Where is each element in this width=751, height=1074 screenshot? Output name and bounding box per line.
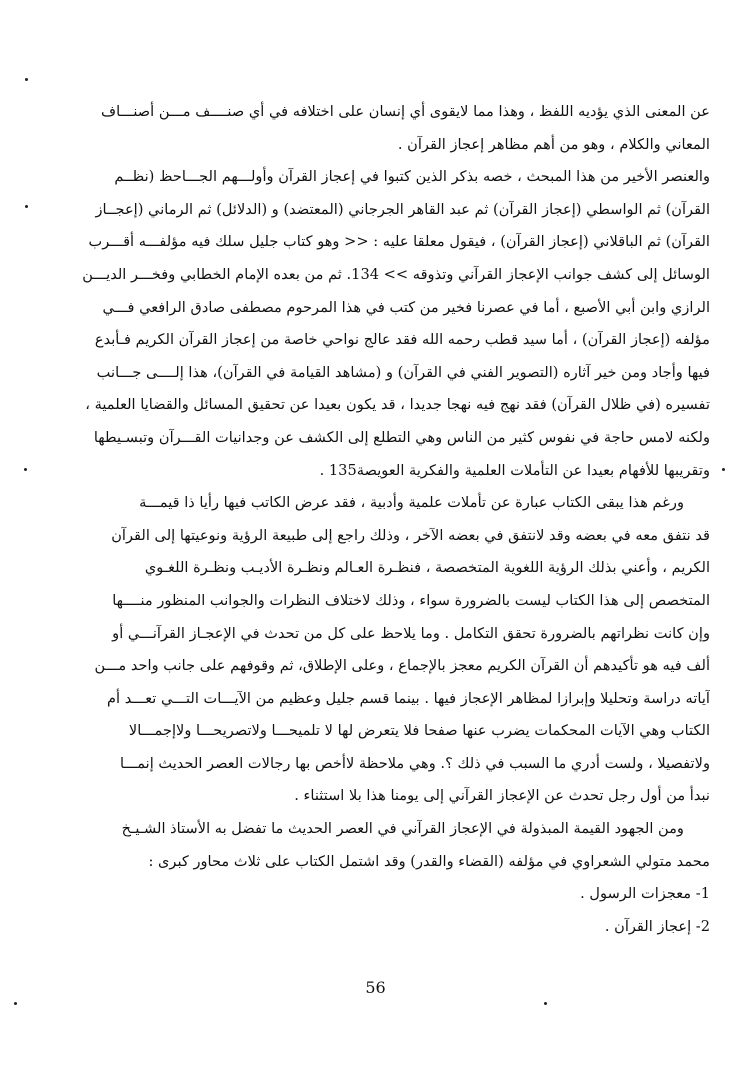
text-line: الرازي وابن أبي الأصبع ، أما في عصرنا فخير من كتب في هذا المرحوم مصطفى صادق الرافعي فـــي: [102, 298, 710, 316]
page-number: 56: [365, 978, 386, 997]
text-line: المعاني والكلام ، وهو من أهم مظاهر إعجاز القرآن .: [397, 135, 710, 153]
scan-speck: [544, 1002, 547, 1005]
text-line: وإن كانت نظراتهم بالضرورة تحقق التكامل . وما يلاحظ على كل من تحدث في الإعجـاز القرآنـــي أو: [112, 624, 710, 642]
text-line: 2- إعجاز القرآن .: [604, 917, 710, 935]
scan-speck: [722, 468, 725, 471]
text-line: وتقريبها للأفهام بعيدا عن التأملات العلمية والفكرية العويصة135 .: [319, 461, 710, 479]
text-line: الوسائل إلى كشف جوانب الإعجاز القرآني وتذوقه >> 134. ثم من بعده الإمام الخطابي وفخـــر الديـــن: [82, 265, 710, 283]
text-line: ولاتفصيلا ، ولست أدري ما السبب في ذلك ؟. وهي ملاحظة لاأخص بها رجالات العصر الحديث إنمـــا: [119, 754, 710, 772]
text-line: ألف فيه هو تأكيدهم أن القرآن الكريم معجز بالإجماع ، وعلى الإطلاق، ثم وقوفهم على جانب واحد مـــن: [94, 657, 710, 675]
text-line: القرآن) ثم الباقلاني (إعجاز القرآن) ، فيقول معلقا عليه : << وهو كتاب جليل سلك فيه مؤلفـــه أقـــرب: [88, 233, 710, 251]
text-line: قد نتفق معه في بعضه وقد لانتفق في بعضه الآخر ، وذلك راجع إلى طبيعة الرؤية ونوعيتها إلى القرآن: [111, 526, 710, 544]
text-line: القرآن) ثم الواسطي (إعجاز القرآن) ثم عبد القاهر الجرجاني (المعتضد) و (الدلائل) ثم الرماني (إعجــاز: [95, 200, 710, 218]
text-line: عن المعنى الذي يؤديه اللفظ ، وهذا مما لايقوى أي إنسان على اختلافه في أي صنــــف مـــن أصنـــاف: [100, 103, 710, 120]
text-line: آياته دراسة وتحليلا وإبرازا لمظاهر الإعجاز فيها . بينما قسم جليل وعظيم من الآيـــات التـــي تعـــد أم: [107, 689, 710, 707]
text-line: الكريم ، وأعني بذلك الرؤية اللغوية المتخصصة ، فنظـرة العـالم ونظـرة الأديـب ونظـرة اللغـوي: [144, 559, 710, 577]
scan-speck: [24, 468, 27, 471]
body-text: [40, 96, 710, 943]
text-line: تفسيره (في ظلال القرآن) فقد نهج فيه نهجا جديدا ، قد يكون بعيدا عن تحقيق المسائل والقضايا العلمية ،: [85, 396, 710, 414]
text-line: المتخصص إلى هذا الكتاب ليست بالضرورة سواء ، وذلك لاختلاف النظرات والجوانب المنظور منــــها: [112, 591, 710, 609]
scan-speck: [25, 205, 28, 208]
text-line: 1- معجزات الرسول .: [580, 885, 710, 903]
text-line: ومن الجهود القيمة المبذولة في الإعجاز القرآني في العصر الحديث ما تفضل به الأستاذ الشـيـخ: [121, 820, 684, 838]
text-line: مؤلفه (إعجاز القرآن) ، أما سيد قطب رحمه الله فقد عالج نواحي خاصة من إعجاز القرآن الكريم فـأبدع: [94, 331, 710, 349]
text-line: والعنصر الأخير من هذا المبحث ، خصه بذكر الذين كتبوا في إعجاز القرآن وأولـــهم الجـــاحظ (نظــم: [114, 168, 710, 186]
scan-speck: [25, 78, 28, 81]
text-line: ولكنه لامس حاجة في نفوس كثير من الناس وهي التطلع إلى الكشف عن وجدانيات القـــرآن وتبسـيطها: [93, 428, 710, 446]
text-line: محمد متولي الشعراوي في مؤلفه (القضاء والقدر) وقد اشتمل الكتاب على ثلاث محاور كبرى :: [148, 852, 710, 870]
text-line: فيها وأجاد ومن خير آثاره (التصوير الفني في القرآن) و (مشاهد القيامة في القرآن)، هذا إلــــى جـــانب: [96, 363, 710, 381]
text-line: الكتاب وهي الآيات المحكمات يضرب عنها صفحا فلا يتعرض لها لا تلميحـــا ولاتصريحـــا ولاإجمـــالا: [128, 722, 710, 740]
text-line: نبدأ من أول رجل تحدث عن الإعجاز القرآني إلى يومنا هذا بلا استثناء .: [294, 787, 710, 805]
text-line: ورغم هذا يبقى الكتاب عبارة عن تأملات علمية وأدبية ، فقد عرض الكاتب فيها رأيا ذا قيمـــة: [139, 494, 684, 512]
scan-speck: [14, 1002, 17, 1005]
